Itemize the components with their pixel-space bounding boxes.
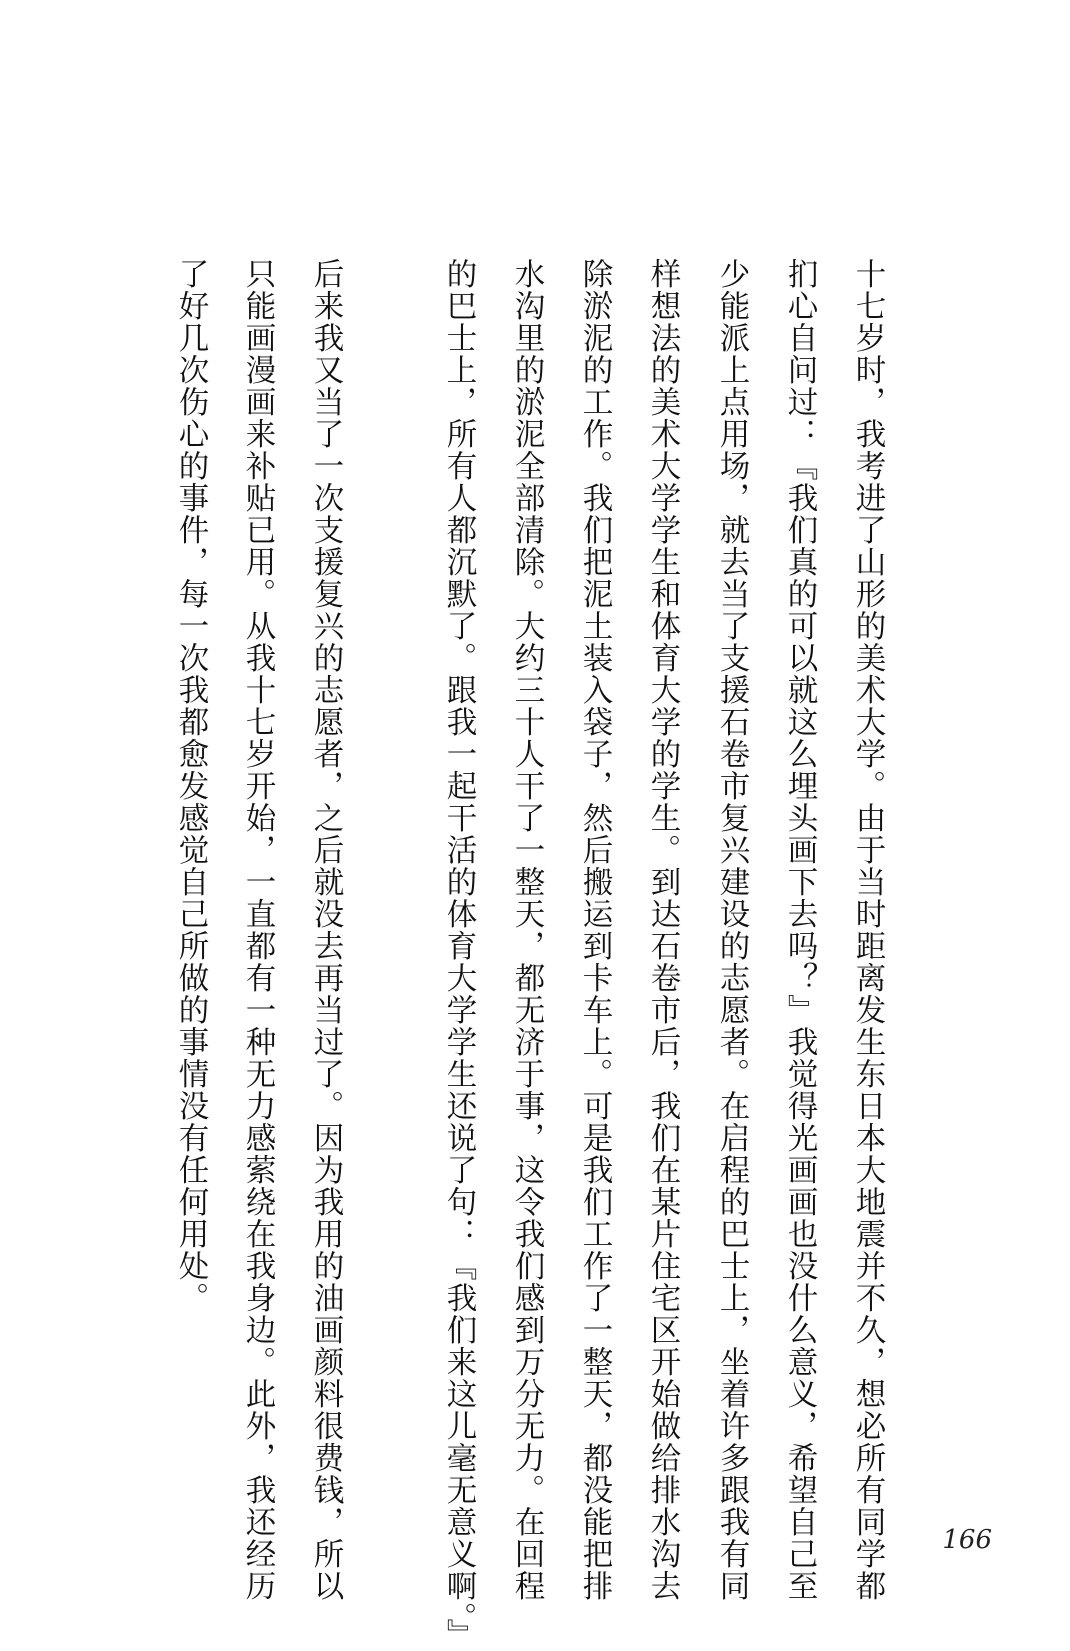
text-column-10: 了好几次伤心的事件，每一次我都愈发感觉自己所做的事情没有任何用处。 — [173, 258, 208, 1314]
page-number: 166 — [942, 1525, 992, 1555]
text-column-8: 后来我又当了一次支援复兴的志愿者，之后就没去再当过了。因为我用的油画颜料很费钱，所以 — [308, 258, 343, 1602]
text-column-7: 的巴士上，所有人都沉默了。跟我一起干活的体育大学学生还说了句：『我们来这儿毫无意义啊。』 — [441, 258, 476, 1651]
text-column-6: 水沟里的淤泥全部清除。大约三十人干了一整天，都无济于事，这令我们感到万分无力。在回程 — [509, 258, 544, 1602]
text-column-5: 除淤泥的工作。我们把泥土装入袋子，然后搬运到卡车上。可是我们工作了一整天，都没能把排 — [577, 258, 612, 1602]
text-column-4: 样想法的美术大学学生和体育大学的学生。到达石卷市后，我们在某片住宅区开始做给排水沟去 — [645, 258, 680, 1602]
text-column-3: 少能派上点用场，就去当了支援石卷市复兴建设的志愿者。在启程的巴士上，坐着许多跟我有同 — [714, 258, 749, 1602]
text-column-9: 只能画漫画来补贴已用。从我十七岁开始，一直都有一种无力感萦绕在我身边。此外，我还经历 — [240, 258, 275, 1602]
text-column-2: 扪心自问过：『我们真的可以就这么埋头画下去吗？』我觉得光画画也没什么意义，希望自己至 — [782, 258, 817, 1602]
text-column-1: 十七岁时，我考进了山形的美术大学。由于当时距离发生东日本大地震并不久，想必所有同学都 — [850, 258, 885, 1602]
